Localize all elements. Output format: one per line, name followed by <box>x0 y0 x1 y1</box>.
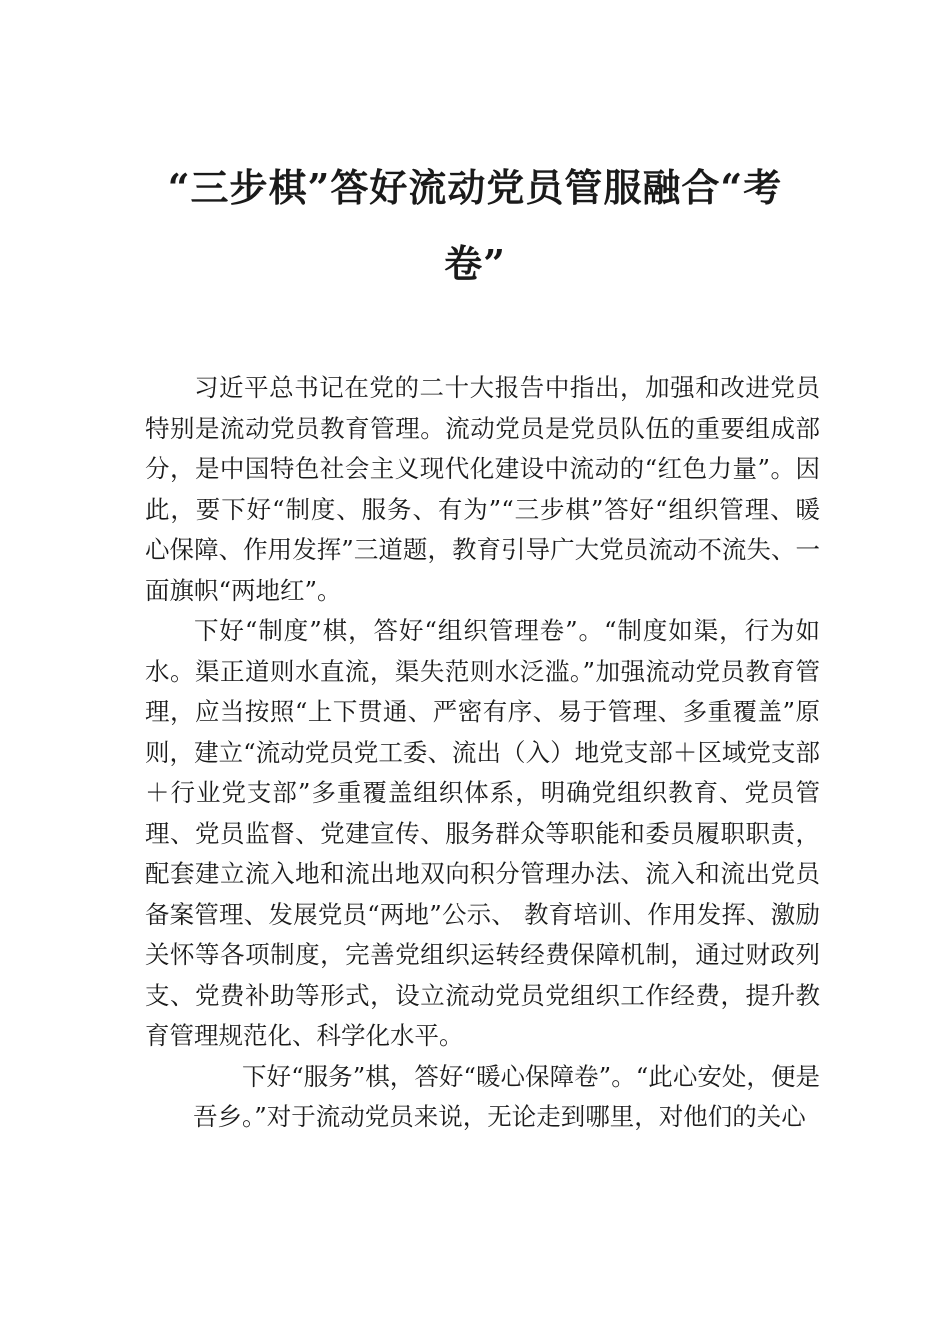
paragraph-service: 下好“服务”棋，答好“暖心保障卷”。“此心安处，便是吾乡。”对于流动党员来说，无论走到哪里，对他们的关心 <box>193 1061 820 1131</box>
paragraph-system: 下好“制度”棋，答好“组织管理卷”。“制度如渠，行为如水。渠正道则水直流，渠失范则水泛滥。”加强流动党员教育管理，应当按照“上下贯通、严密有序、易于管理、多重覆盖”原则，建立“流动党员党工委、流出（入）地党支部＋区域党支部＋行业党支部”多重覆盖组织体系，明确党组织教育、党员管理、党员监督、党建宣传、服务群众等职能和委员履职职责，配套建立流入地和流出地双向积分管理办法、流入和流出党员备案管理、发展党员“两地”公示、 教育培训、作用发挥、激励关怀等各项制度，完善党组织运转经费保障机制，通过财政列支、党费补助等形式，设立流动党员党组织工作经费，提升教育管理规范化、科学化水平。 <box>145 616 820 1050</box>
document-body <box>145 368 820 1138</box>
paragraph-intro: 习近平总书记在党的二十大报告中指出，加强和改进党员特别是流动党员教育管理。流动党员是党员队伍的重要组成部分，是中国特色社会主义现代化建设中流动的“红色力量”。因此，要下好“制度、服务、有为”“三步棋”答好“组织管理、暖心保障、作用发挥”三道题，教育引导广大党员流动不流失、一面旗帜“两地红”。 <box>145 373 820 605</box>
document-title: “三步棋”答好流动党员管服融合“考卷” <box>167 165 783 286</box>
